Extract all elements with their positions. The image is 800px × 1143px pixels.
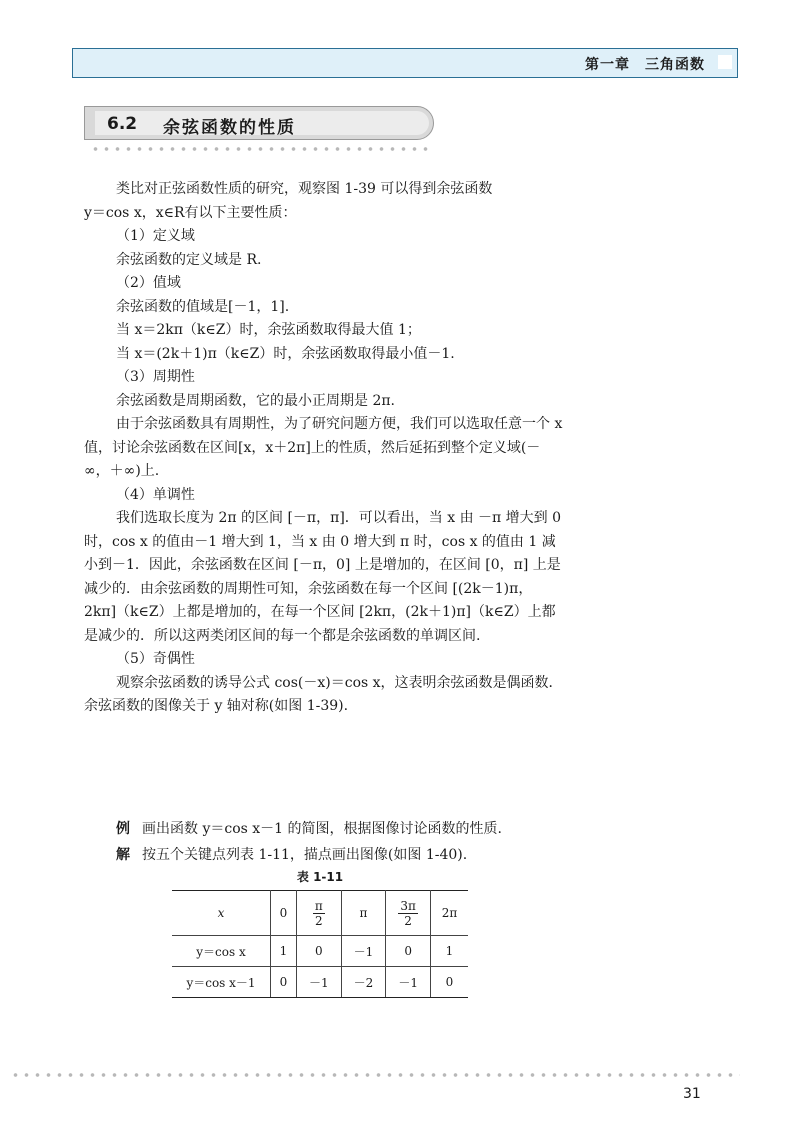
paragraph: 当 x＝(2k＋1)π（k∈Z）时，余弦函数取得最小值－1. [116,345,455,362]
paragraph: 余弦函数是周期函数，它的最小正周期是 2π. [116,392,396,409]
example-line [116,818,576,838]
table-row [172,967,468,998]
paragraph: 类比对正弦函数性质的研究，观察图 1-39 可以得到余弦函数 [116,181,493,197]
section-number: 6.2 [107,114,138,134]
table-header-cell: x [172,891,271,936]
paragraph: 当 x＝2kπ（k∈Z）时，余弦函数取得最大值 1； [116,322,421,338]
table-cell: －2 [341,967,386,998]
table-cell: 0 [386,936,431,967]
table-caption: 表 1-11 [296,870,344,884]
header-square-icon [718,55,732,69]
value-table [172,890,468,998]
table-cell: －1 [341,936,386,967]
table-cell: y＝cos x－1 [172,967,271,998]
paragraph: 由于余弦函数具有周期性，为了研究问题方便，我们可以选取任意一个 x 值，讨论余弦函数在区间[x，x＋2π]上的性质，然后延拓到整个定义域(－∞，＋∞)上. [84,416,563,479]
table-header-cell [386,891,431,936]
solution-label: 解 [116,847,130,863]
paragraph: 观察余弦函数的诱导公式 cos(－x)＝cos x，这表明余弦函数是偶函数．余弦函数的图像关于 y 轴对称(如图 1-39). [84,674,563,714]
subheading: （5）奇偶性 [116,651,195,667]
example-label: 例 [116,821,130,837]
paragraph: 余弦函数的定义域是 R. [116,251,262,268]
table-header-row [172,891,468,936]
footer-dot-divider [10,1072,740,1078]
table-cell: 0 [296,936,341,967]
paragraph: 余弦函数的值域是[－1，1]. [116,298,290,315]
body-text [84,178,564,719]
section-heading-tab [84,106,434,140]
table-header-cell: 0 [271,891,297,936]
table-cell: 0 [271,967,297,998]
table-cell: y＝cos x [172,936,271,967]
table-cell: －1 [386,967,431,998]
paragraph: y＝cos x，x∈R有以下主要性质： [84,204,297,221]
subheading: （3）周期性 [116,369,195,385]
table-header-cell: 2π [430,891,468,936]
frac-pi-over-2: $\frac{\pi}{2}$ [314,898,323,928]
table-cell: －1 [296,967,341,998]
table-cell: 1 [271,936,297,967]
table-header-cell [296,891,341,936]
chapter-header-bar [72,48,738,78]
table-row [172,936,468,967]
table-cell: 1 [430,936,468,967]
page-number: 31 [683,1086,701,1102]
solution-line [116,844,576,864]
table-header-cell: π [341,891,386,936]
table-cell: 0 [430,967,468,998]
subheading: （4）单调性 [116,486,195,503]
section-dot-divider [90,146,430,152]
subheading: （1）定义域 [116,228,195,244]
subheading: （2）值域 [116,275,181,291]
paragraph: 我们选取长度为 2π 的区间 [－π，π]．可以看出，当 x 由 －π 增大到 0 时，cos x 的值由－1 增大到 1，当 x 由 0 增大到 π 时，cos x 的值由 1 减小到－1．因此，余弦函数在区间 [－π，0] 上是增加的，在区间 [0，π] 上是减少的．由余弦函数的周期性可知，余弦函数在每一个区间 [(2k－1)π，2kπ]（k∈Z）上都是增加的，在每一个区间 [2kπ，(2k＋1)π]（k∈Z）上都是减少的．所以这两类闭区间的每一个都是余弦函数的单调区间. [84,510,562,644]
example-text: 画出函数 y＝cos x－1 的简图，根据图像讨论函数的性质. [142,821,502,837]
solution-text: 按五个关键点列表 1-11，描点画出图像(如图 1-40). [142,847,468,863]
chapter-title: 第一章 三角函数 [585,57,705,73]
section-title: 余弦函数的性质 [163,118,296,138]
frac-3pi-over-2: $\frac{3\pi}{2}$ [400,898,416,928]
